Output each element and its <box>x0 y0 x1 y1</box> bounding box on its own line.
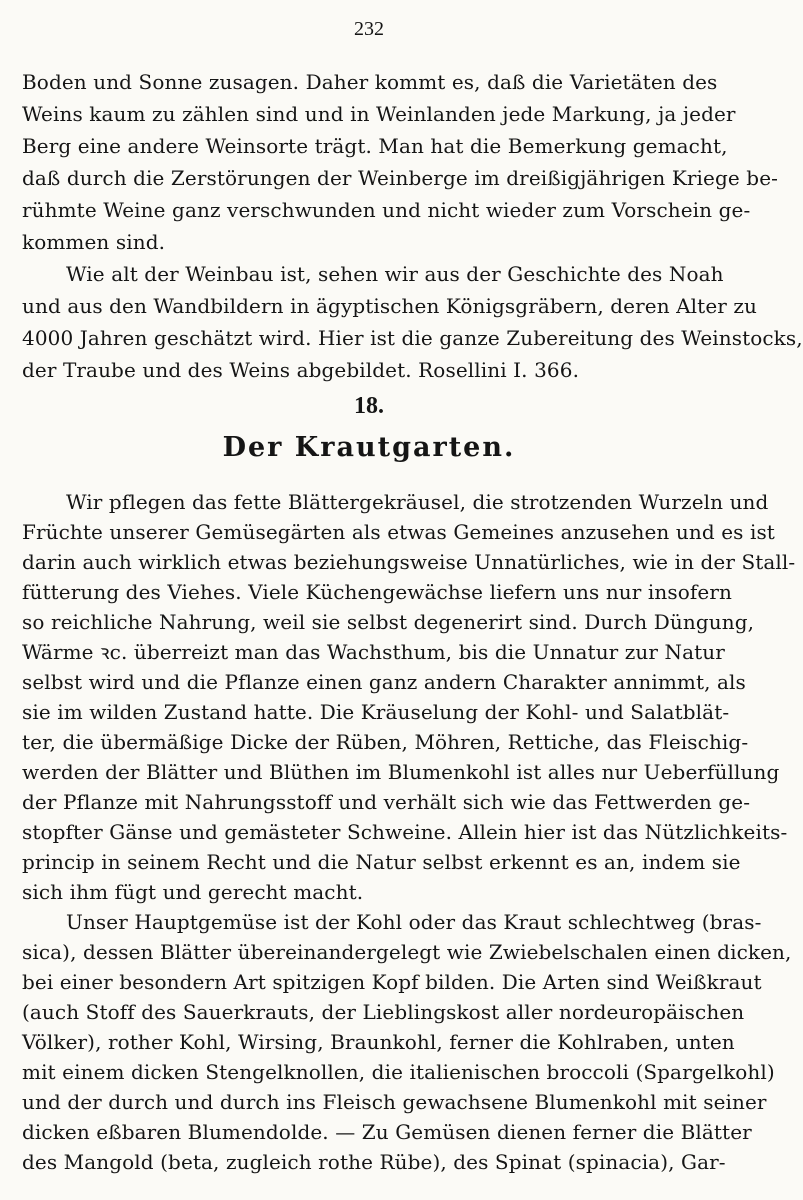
text-line: (auch Stoff des Sauerkrauts, der Lieblingskost aller nordeuropäischen <box>22 1000 745 1024</box>
text-line: des Mangold (beta, zugleich rothe Rübe), des Spinat (spinacia), Gar- <box>22 1150 726 1174</box>
text-line: ter, die übermäßige Dicke der Rüben, Möhren, Rettiche, das Fleischig- <box>22 730 749 754</box>
text-line: so reichliche Nahrung, weil sie selbst degenerirt sind. Durch Düngung, <box>22 610 755 634</box>
text-line: Berg eine andere Weinsorte trägt. Man hat die Bemerkung gemacht, <box>22 134 728 158</box>
text-line: Früchte unserer Gemüsegärten als etwas Gemeines anzusehen und es ist <box>22 520 775 544</box>
text-line: 4000 Jahren geschätzt wird. Hier ist die ganze Zubereitung des Weinstocks, <box>22 326 803 350</box>
text-line: Wir pflegen das fette Blättergekräusel, die strotzenden Wurzeln und <box>66 490 769 514</box>
text-line: Wärme ꝛc. überreizt man das Wachsthum, bis die Unnatur zur Natur <box>22 640 725 664</box>
text-line: sich ihm fügt und gerecht macht. <box>22 880 364 904</box>
text-line: mit einem dicken Stengelknollen, die italienischen broccoli (Spargelkohl) <box>22 1060 775 1084</box>
text-line: fütterung des Viehes. Viele Küchengewächse liefern uns nur insofern <box>22 580 732 604</box>
text-line: rühmte Weine ganz verschwunden und nicht wieder zum Vorschein ge- <box>22 198 751 222</box>
text-line: der Traube und des Weins abgebildet. Rosellini I. 366. <box>22 358 580 382</box>
text-line: Unser Hauptgemüse ist der Kohl oder das Kraut schlechtweg (bras- <box>66 910 762 934</box>
text-line: kommen sind. <box>22 230 166 254</box>
text-line: bei einer besondern Art spitzigen Kopf bilden. Die Arten sind Weißkraut <box>22 970 762 994</box>
text-line: princip in seinem Recht und die Natur selbst erkennt es an, indem sie <box>22 850 741 874</box>
page-number: 232 <box>354 18 384 40</box>
text-line: Wie alt der Weinbau ist, sehen wir aus der Geschichte des Noah <box>66 262 724 286</box>
section-title: Der Krautgarten. <box>222 432 516 463</box>
text-line: daß durch die Zerstörungen der Weinberge im dreißigjährigen Kriege be- <box>22 166 778 190</box>
text-line: sica), dessen Blätter übereinandergelegt wie Zwiebelschalen einen dicken, <box>22 940 792 964</box>
text-line: selbst wird und die Pflanze einen ganz andern Charakter annimmt, als <box>22 670 746 694</box>
text-line: der Pflanze mit Nahrungsstoff und verhält sich wie das Fettwerden ge- <box>22 790 751 814</box>
text-line: sie im wilden Zustand hatte. Die Kräuselung der Kohl- und Salatblät- <box>22 700 730 724</box>
text-line: darin auch wirklich etwas beziehungsweise Unnatürliches, wie in der Stall- <box>22 550 796 574</box>
text-line: und der durch und durch ins Fleisch gewachsene Blumenkohl mit seiner <box>22 1090 767 1114</box>
text-line: Weins kaum zu zählen sind und in Weinlanden jede Markung, ja jeder <box>22 102 736 126</box>
section-number: 18. <box>354 393 384 419</box>
text-line: und aus den Wandbildern in ägyptischen Königsgräbern, deren Alter zu <box>22 294 757 318</box>
text-line: Boden und Sonne zusagen. Daher kommt es, daß die Varietäten des <box>22 70 718 94</box>
text-line: werden der Blätter und Blüthen im Blumenkohl ist alles nur Ueberfüllung <box>22 760 780 784</box>
text-line: stopfter Gänse und gemästeter Schweine. Allein hier ist das Nützlichkeits- <box>22 820 788 844</box>
text-line: dicken eßbaren Blumendolde. — Zu Gemüsen dienen ferner die Blätter <box>22 1120 752 1144</box>
text-line: Völker), rother Kohl, Wirsing, Braunkohl, ferner die Kohlraben, unten <box>22 1030 735 1054</box>
